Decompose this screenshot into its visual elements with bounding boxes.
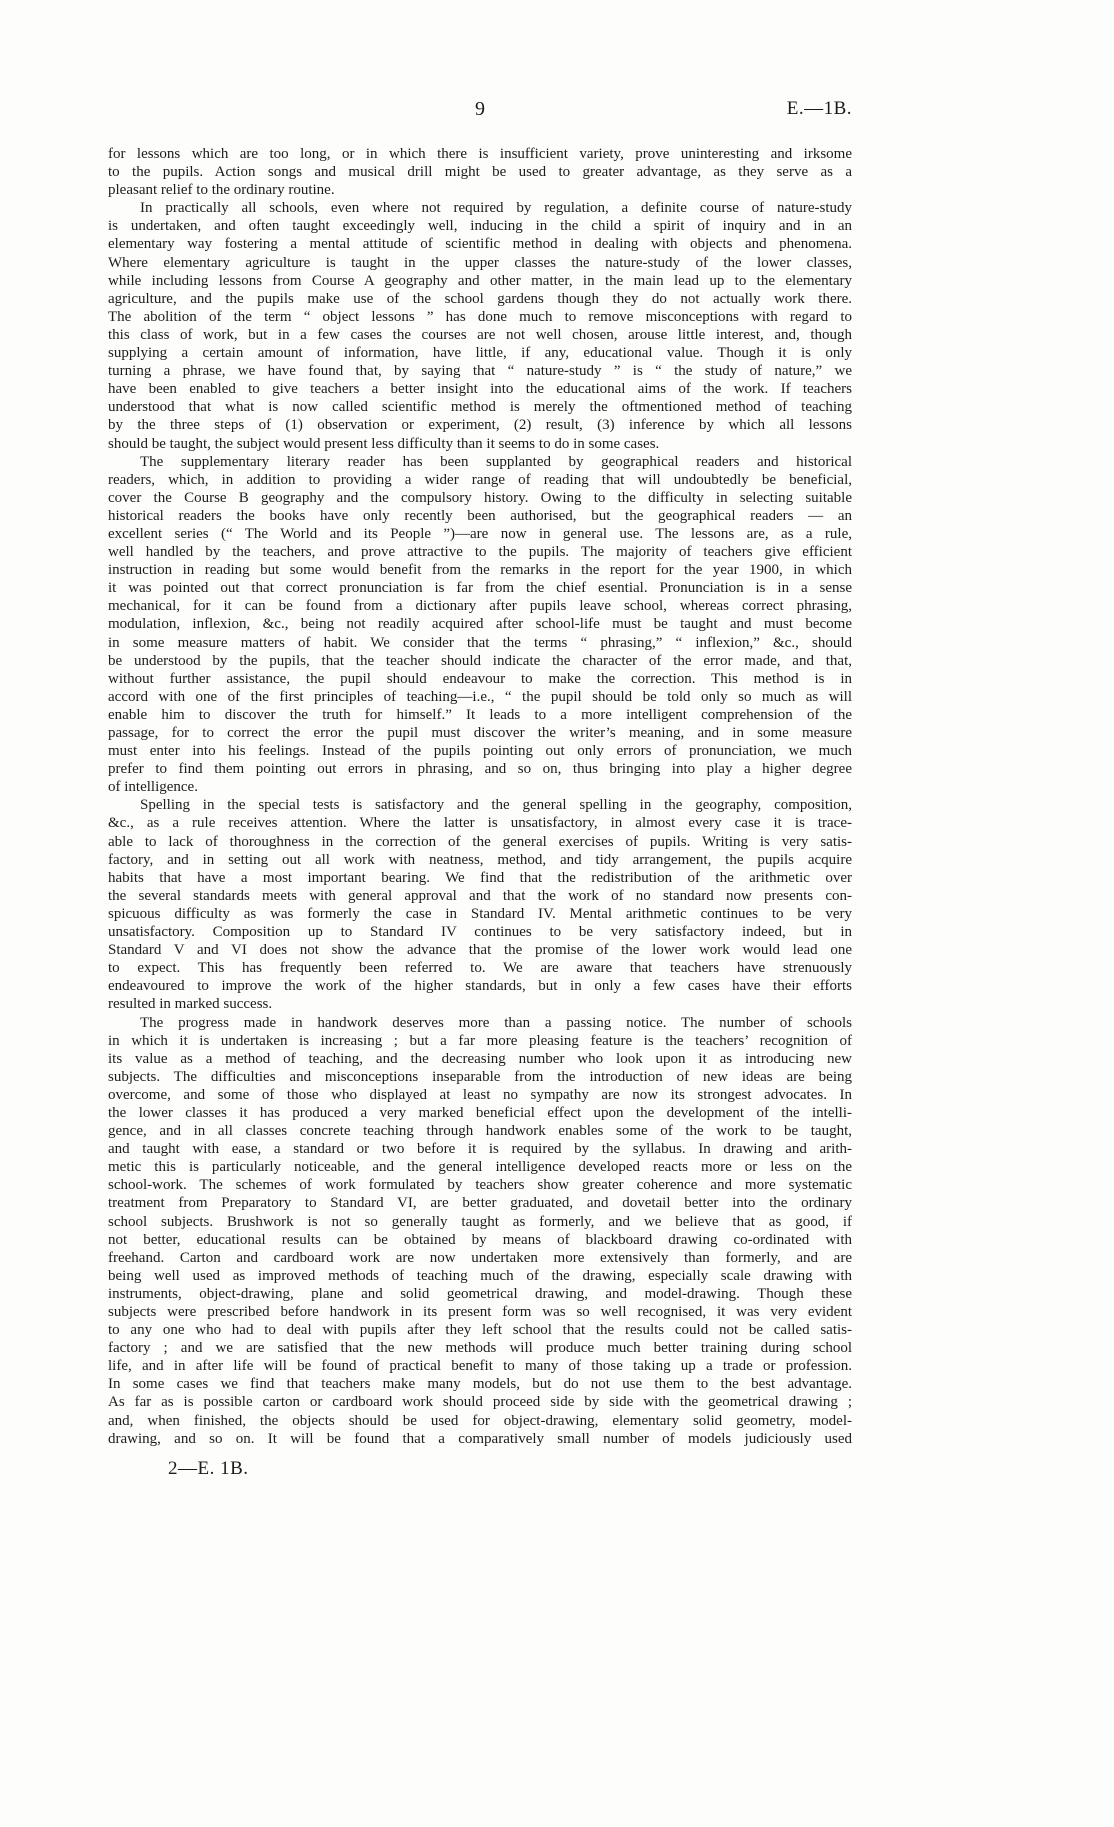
signature-mark: 2—E. 1B. [168, 1458, 249, 1479]
text-line: Standard V and VI does not show the advance that the promise of the lower work would lead one [108, 942, 852, 959]
text-line: school subjects. Brushwork is not so generally taught as formerly, and we believe that as good, if [108, 1213, 852, 1230]
text-line: cover the Course B geography and the compulsory history. Owing to the difficulty in selecting suitable [108, 489, 852, 506]
paragraph [108, 145, 852, 199]
text-line: to any one who had to deal with pupils after they left school that the results could not be called satis- [108, 1322, 852, 1339]
text-line: gence, and in all classes concrete teaching through handwork enables some of the work to be taught, [108, 1123, 852, 1140]
text-line: have been enabled to give teachers a better insight into the educational aims of the work. If teachers [108, 381, 852, 398]
text-line: of intelligence. [108, 779, 198, 796]
text-line: be understood by the pupils, that the teacher should indicate the character of the error made, and that, [108, 652, 852, 669]
paragraph [108, 1014, 852, 1448]
text-line: Where elementary agriculture is taught in the upper classes the nature-study of the lower classes, [108, 254, 852, 271]
text-line: overcome, and some of those who displayed at least no sympathy are now its strongest advocates. In [108, 1086, 852, 1103]
text-line: In practically all schools, even where not required by regulation, a definite course of nature-study [140, 200, 852, 217]
text-line: factory, and in setting out all work with neatness, method, and tidy arrangement, the pupils acquire [108, 851, 852, 868]
text-line: accord with one of the first principles of teaching—i.e., “ the pupil should be told only so much as will [108, 688, 852, 705]
text-line: well handled by the teachers, and prove attractive to the pupils. The majority of teachers give efficient [108, 544, 852, 561]
text-line: The abolition of the term “ object lessons ” has done much to remove misconceptions with regard to [108, 308, 852, 325]
text-line: factory ; and we are satisfied that the new methods will produce much better training during school [108, 1340, 852, 1357]
text-line: subjects. The difficulties and misconceptions inseparable from the introduction of new ideas are being [108, 1068, 852, 1085]
text-line: instruction in reading but some would benefit from the remarks in the report for the year 1900, in which [108, 562, 852, 579]
paragraph [108, 453, 852, 797]
text-line: historical readers the books have only recently been authorised, but the geographical readers — an [108, 507, 852, 524]
text-line: habits that have a most important bearing. We find that the redistribution of the arithmetic over [108, 869, 852, 886]
paragraph [108, 199, 852, 452]
paragraph [108, 796, 852, 1013]
text-line: pleasant relief to the ordinary routine. [108, 182, 335, 199]
page-header [108, 98, 852, 124]
text-line: in which it is undertaken is increasing ; but a far more pleasing feature is the teachers’ recognition of [108, 1032, 852, 1049]
document-reference: E.—1B. [786, 98, 852, 119]
text-line: freehand. Carton and cardboard work are now undertaken more extensively than formerly, and are [108, 1249, 852, 1266]
text-line: this class of work, but in a few cases the courses are not well chosen, arouse little interest, and, though [108, 326, 852, 343]
text-line: is undertaken, and often taught exceedingly well, inducing in the child a spirit of inquiry and in an [108, 218, 852, 235]
text-line: being well used as improved methods of teaching much of the drawing, especially scale drawing with [108, 1267, 852, 1284]
text-line: its value as a method of teaching, and the decreasing number who look upon it as introducing new [108, 1050, 852, 1067]
text-line: agriculture, and the pupils make use of the school gardens though they do not actually work there. [108, 290, 852, 307]
text-line: understood that what is now called scientific method is merely the oftmentioned method of teaching [108, 399, 852, 416]
text-line: drawing, and so on. It will be found that a comparatively small number of models judiciously used [108, 1430, 852, 1447]
text-line: able to lack of thoroughness in the correction of the general exercises of pupils. Writing is very satis- [108, 833, 852, 850]
text-line: supplying a certain amount of information, have little, if any, educational value. Though it is only [108, 345, 852, 362]
text-line: should be taught, the subject would present less difficulty than it seems to do in some cases. [108, 435, 660, 452]
page-number: 9 [475, 98, 485, 120]
text-line: passage, for to correct the error the pupil must discover the writer’s meaning, and in some measure [108, 725, 852, 741]
text-line: excellent series (“ The World and its People ”)—are now in general use. The lessons are, as a rule, [108, 525, 852, 542]
text-line: to the pupils. Action songs and musical drill might be used to greater advantage, as they serve as a [108, 164, 852, 181]
text-line: The progress made in handwork deserves more than a passing notice. The number of schools [140, 1014, 852, 1031]
text-line: modulation, inflexion, &c., being not readily acquired after school-life must be taught and must become [108, 616, 852, 633]
text-line: and, when finished, the objects should be used for object-drawing, elementary solid geometry, model- [108, 1412, 852, 1429]
text-line: it was pointed out that correct pronunciation is far from the chief esential. Pronunciation is in a sense [108, 580, 852, 597]
text-line: not better, educational results can be obtained by means of blackboard drawing co-ordinated with [108, 1231, 852, 1248]
text-line: for lessons which are too long, or in which there is insufficient variety, prove uninteresting and irksome [108, 146, 852, 162]
text-line: spicuous difficulty as was formerly the case in Standard IV. Mental arithmetic continues to be very [108, 905, 852, 922]
text-line: The supplementary literary reader has been supplanted by geographical readers and historical [140, 453, 852, 470]
text-line: subjects were prescribed before handwork in its present form was so well recognised, it was very evident [108, 1304, 852, 1320]
text-line: life, and in after life will be found of practical benefit to many of those taking up a trade or profession. [108, 1358, 852, 1375]
text-line: instruments, object-drawing, plane and solid geometrical drawing, and model-drawing. Though these [108, 1285, 852, 1302]
text-line: metic this is particularly noticeable, and the general intelligence developed reacts more or less on the [108, 1159, 852, 1176]
text-line: endeavoured to improve the work of the higher standards, but in only a few cases have their efforts [108, 978, 852, 995]
text-line: resulted in marked success. [108, 996, 273, 1013]
text-line: the several standards meets with general approval and that the work of no standard now presents con- [108, 887, 852, 904]
text-line: to expect. This has frequently been referred to. We are aware that teachers have strenuously [108, 960, 852, 977]
text-line: must enter into his feelings. Instead of the pupils pointing out only errors of pronunciation, we much [108, 743, 852, 760]
text-line: while including lessons from Course A geography and other matter, in the main lead up to the elementary [108, 272, 852, 289]
text-line: readers, which, in addition to providing a wider range of reading that will undoubtedly be beneficial, [108, 471, 852, 488]
text-line: school-work. The schemes of work formulated by teachers show greater coherence and more systematic [108, 1177, 852, 1194]
text-line: mechanical, for it can be found from a dictionary after pupils leave school, whereas correct phrasing, [108, 598, 852, 615]
text-line: without further assistance, the pupil should endeavour to make the correction. This method is in [108, 670, 852, 687]
text-line: enable him to discover the truth for himself.” It leads to a more intelligent comprehension of the [108, 706, 852, 723]
text-line: turning a phrase, we have found that, by saying that “ nature-study ” is “ the study of nature,” we [108, 363, 852, 380]
text-line: As far as is possible carton or cardboard work should proceed side by side with the geometrical drawing ; [108, 1394, 852, 1411]
text-line: prefer to find them pointing out errors in phrasing, and so on, thus bringing into play a higher degree [108, 761, 852, 778]
text-line: elementary way fostering a mental attitude of scientific method in dealing with objects and phenomena. [108, 236, 852, 253]
text-line: Spelling in the special tests is satisfactory and the general spelling in the geography, composition, [140, 797, 852, 814]
text-line: In some cases we find that teachers make many models, but do not use them to the best advantage. [108, 1376, 852, 1393]
text-line: in some measure matters of habit. We consider that the terms “ phrasing,” “ inflexion,” &c., should [108, 634, 852, 651]
text-line: unsatisfactory. Composition up to Standard IV continues to be very satisfactory indeed, but in [108, 924, 852, 941]
text-line: treatment from Preparatory to Standard VI, are better graduated, and dovetail better into the ordinary [108, 1195, 852, 1212]
text-line: by the three steps of (1) observation or experiment, (2) result, (3) inference by which all lessons [108, 417, 852, 434]
body-text [108, 145, 852, 1448]
text-line: &c., as a rule receives attention. Where the latter is unsatisfactory, in almost every case it is trace- [108, 815, 852, 832]
text-line: and taught with ease, a standard or two before it is required by the syllabus. In drawing and arith- [108, 1141, 852, 1158]
text-line: the lower classes it has produced a very marked beneficial effect upon the development of the intelli- [108, 1104, 852, 1121]
